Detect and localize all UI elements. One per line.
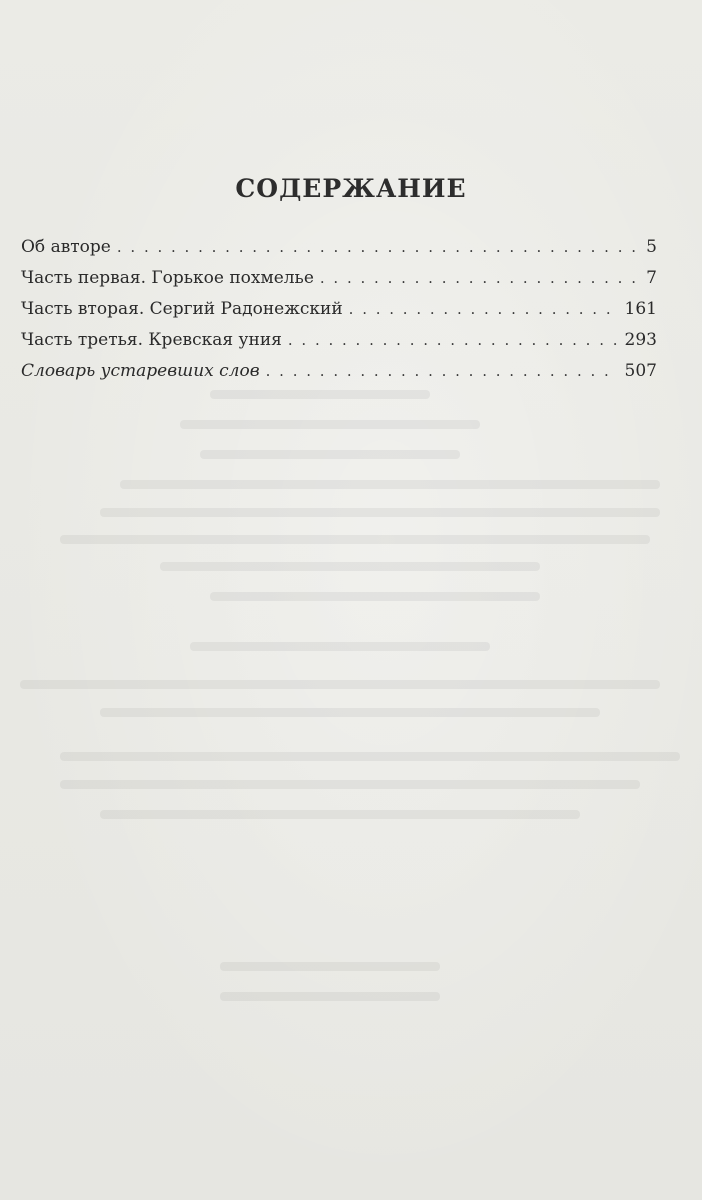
toc-title: СОДЕРЖАНИЕ xyxy=(235,174,467,203)
toc-entry-part-two[interactable] xyxy=(21,294,657,325)
toc-entry-part-one[interactable] xyxy=(21,263,657,294)
toc-entry-glossary[interactable] xyxy=(21,356,657,387)
table-of-contents xyxy=(21,232,657,387)
dot-leader xyxy=(320,263,637,294)
toc-entry-label: Часть первая. Горькое похмелье xyxy=(21,268,314,288)
dot-leader xyxy=(288,325,619,356)
toc-entry-page: 161 xyxy=(624,299,657,319)
toc-entry-page: 7 xyxy=(646,268,657,288)
dot-leader xyxy=(117,232,637,263)
dot-leader xyxy=(266,356,619,387)
toc-entry-page: 507 xyxy=(624,361,657,381)
toc-entry-label: Об авторе xyxy=(21,237,111,257)
toc-entry-page: 293 xyxy=(624,330,657,350)
toc-entry-label: Часть вторая. Сергий Радонежский xyxy=(21,299,343,319)
toc-entry-label: Часть третья. Кревская уния xyxy=(21,330,282,350)
toc-entry-page: 5 xyxy=(646,237,657,257)
toc-entry-part-three[interactable] xyxy=(21,325,657,356)
dot-leader xyxy=(349,294,619,325)
toc-entry-label: Словарь устаревших слов xyxy=(21,361,260,381)
toc-entry-about-author[interactable] xyxy=(21,232,657,263)
